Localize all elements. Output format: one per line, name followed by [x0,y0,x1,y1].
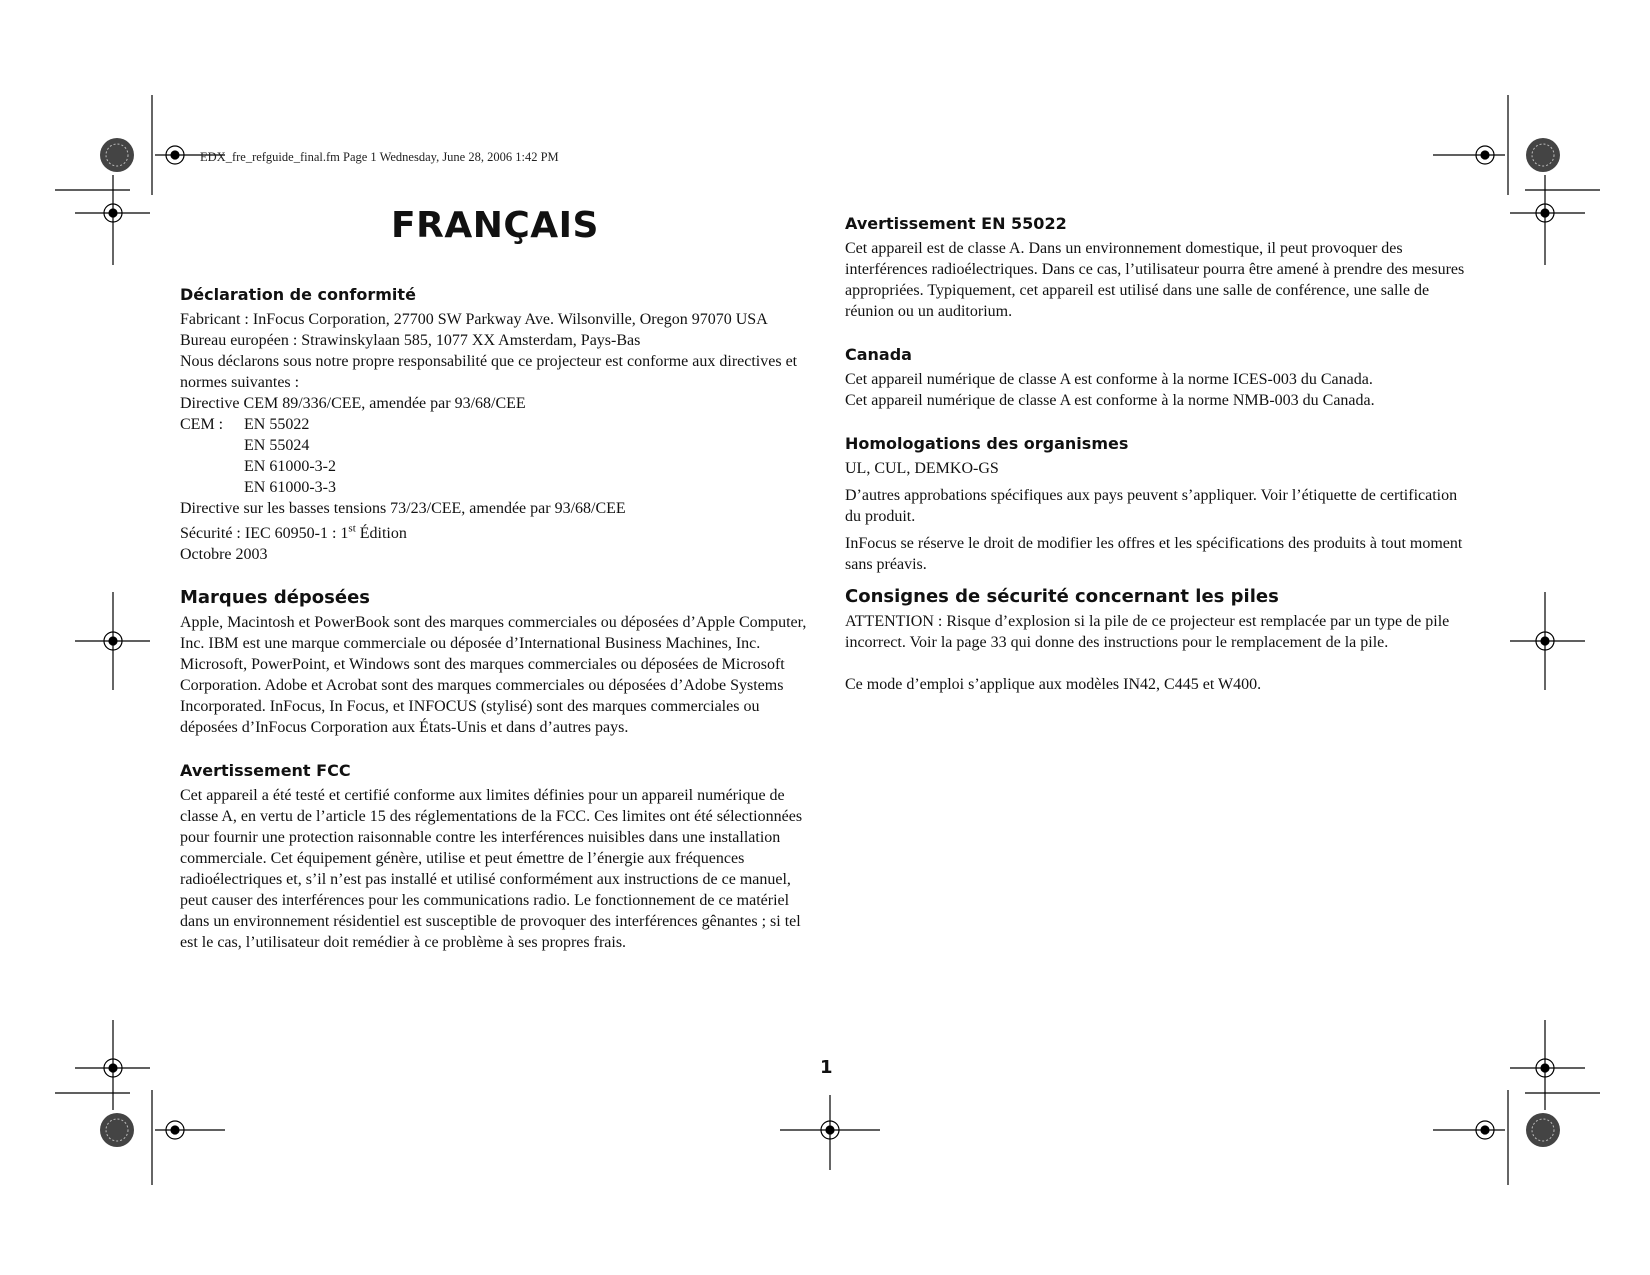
battery-heading: Consignes de sécurité concernant les piles [845,586,1279,607]
safety-prefix: Sécurité : IEC 60950-1 : 1 [180,525,349,542]
office-text: Bureau européen : Strawinskylaan 585, 1077 XX Amsterdam, Pays-Bas [180,332,641,349]
trademarks-heading: Marques déposées [180,587,371,608]
approvals-text-1: D’autres approbations spécifiques aux pays peuvent s’appliquer. Voir l’étiquette de certification du produit. [845,487,1458,525]
cem-standard: EN 61000-3-2 [244,458,336,475]
canada-line-2: Cet appareil numérique de classe A est conforme à la norme NMB-003 du Canada. [845,392,1375,409]
declaration-heading: Déclaration de conformité [180,285,416,304]
page-number: 1 [820,1057,833,1078]
models-text: Ce mode d’emploi s’applique aux modèles IN42, C445 et W400. [845,676,1262,693]
approvals-list: UL, CUL, DEMKO-GS [845,460,999,477]
en55022-heading: Avertissement EN 55022 [845,214,1067,233]
safety-sup: st [348,522,356,535]
fcc-heading: Avertissement FCC [180,761,351,780]
declaration-statement: Nous déclarons sous notre propre responsabilité que ce projecteur est conforme aux directives et normes suivantes : [180,353,798,391]
left-column [180,285,820,953]
cem-standard: EN 61000-3-3 [244,479,336,496]
canada-heading: Canada [845,345,912,364]
approvals-heading: Homologations des organismes [845,434,1129,453]
battery-text: ATTENTION : Risque d’explosion si la pile de ce projecteur est remplacée par un type de pile incorrect. Voir la page 33 qui donne des instructions pour le remplacement de la pile. [845,613,1450,651]
safety-suffix: Édition [355,525,407,542]
fcc-text: Cet appareil a été testé et certifié conforme aux limites définies pour un appareil numérique de classe A, en vertu de l’article 15 des réglementations de la FCC. Ces limites ont été sélectionnées pour fournir une protection raisonnable contre les interférences nuisibles dans une installation commerciale. Cet équipement génère, utilise et peut émettre de l’énergie aux fréquences radioélectriques et, s’il n’est pas installé et utilisé conformément aux instructions de ce manuel, peut causer des interférences pour les communications radio. Le fonctionnement de ce matériel dans un environnement résidentiel est susceptible de provoquer des interférences gênantes ; si tel est le cas, l’utilisateur doit remédier à ce problème à ses propres frais. [180,787,803,951]
declaration-date: Octobre 2003 [180,546,268,563]
safety-line [180,523,820,544]
cem-label: CEM : [180,416,224,433]
lv-directive: Directive sur les basses tensions 73/23/CEE, amendée par 93/68/CEE [180,500,626,517]
print-file-info: EDX_fre_refguide_final.fm Page 1 Wednesday, June 28, 2006 1:42 PM [200,150,559,164]
canada-line-1: Cet appareil numérique de classe A est conforme à la norme ICES-003 du Canada. [845,371,1373,388]
cem-standard: EN 55024 [244,437,310,454]
en55022-text: Cet appareil est de classe A. Dans un environnement domestique, il peut provoquer des interférences radioélectriques. Dans ce cas, l’utilisateur pourra être amené à prendre des mesures appropriées. Typiquement, cet appareil est utilisé dans une salle de conférence, une salle de réunion ou un auditorium. [845,240,1465,320]
right-column [845,214,1475,695]
page-title: FRANÇAIS [391,205,599,246]
emc-directive: Directive CEM 89/336/CEE, amendée par 93/68/CEE [180,395,526,412]
approvals-text-2: InFocus se réserve le droit de modifier les offres et les spécifications des produits à tout moment sans préavis. [845,535,1463,573]
cem-row [180,414,820,435]
manufacturer-text: Fabricant : InFocus Corporation, 27700 SW Parkway Ave. Wilsonville, Oregon 97070 USA [180,311,768,328]
trademarks-text: Apple, Macintosh et PowerBook sont des marques commerciales ou déposées d’Apple Computer, Inc. IBM est une marque commerciale ou déposée d’International Business Machines, Inc. Microsoft, PowerPoint, et Windows sont des marques commerciales ou déposées de Microsoft Corporation. Adobe et Acrobat sont des marques commerciales ou déposées d’Adobe Systems Incorporated. InFocus, In Focus, et INFOCUS (stylisé) sont des marques commerciales ou déposées d’InFocus Corporation aux États-Unis et dans d’autres pays. [180,614,807,736]
cem-standard: EN 55022 [244,416,310,433]
